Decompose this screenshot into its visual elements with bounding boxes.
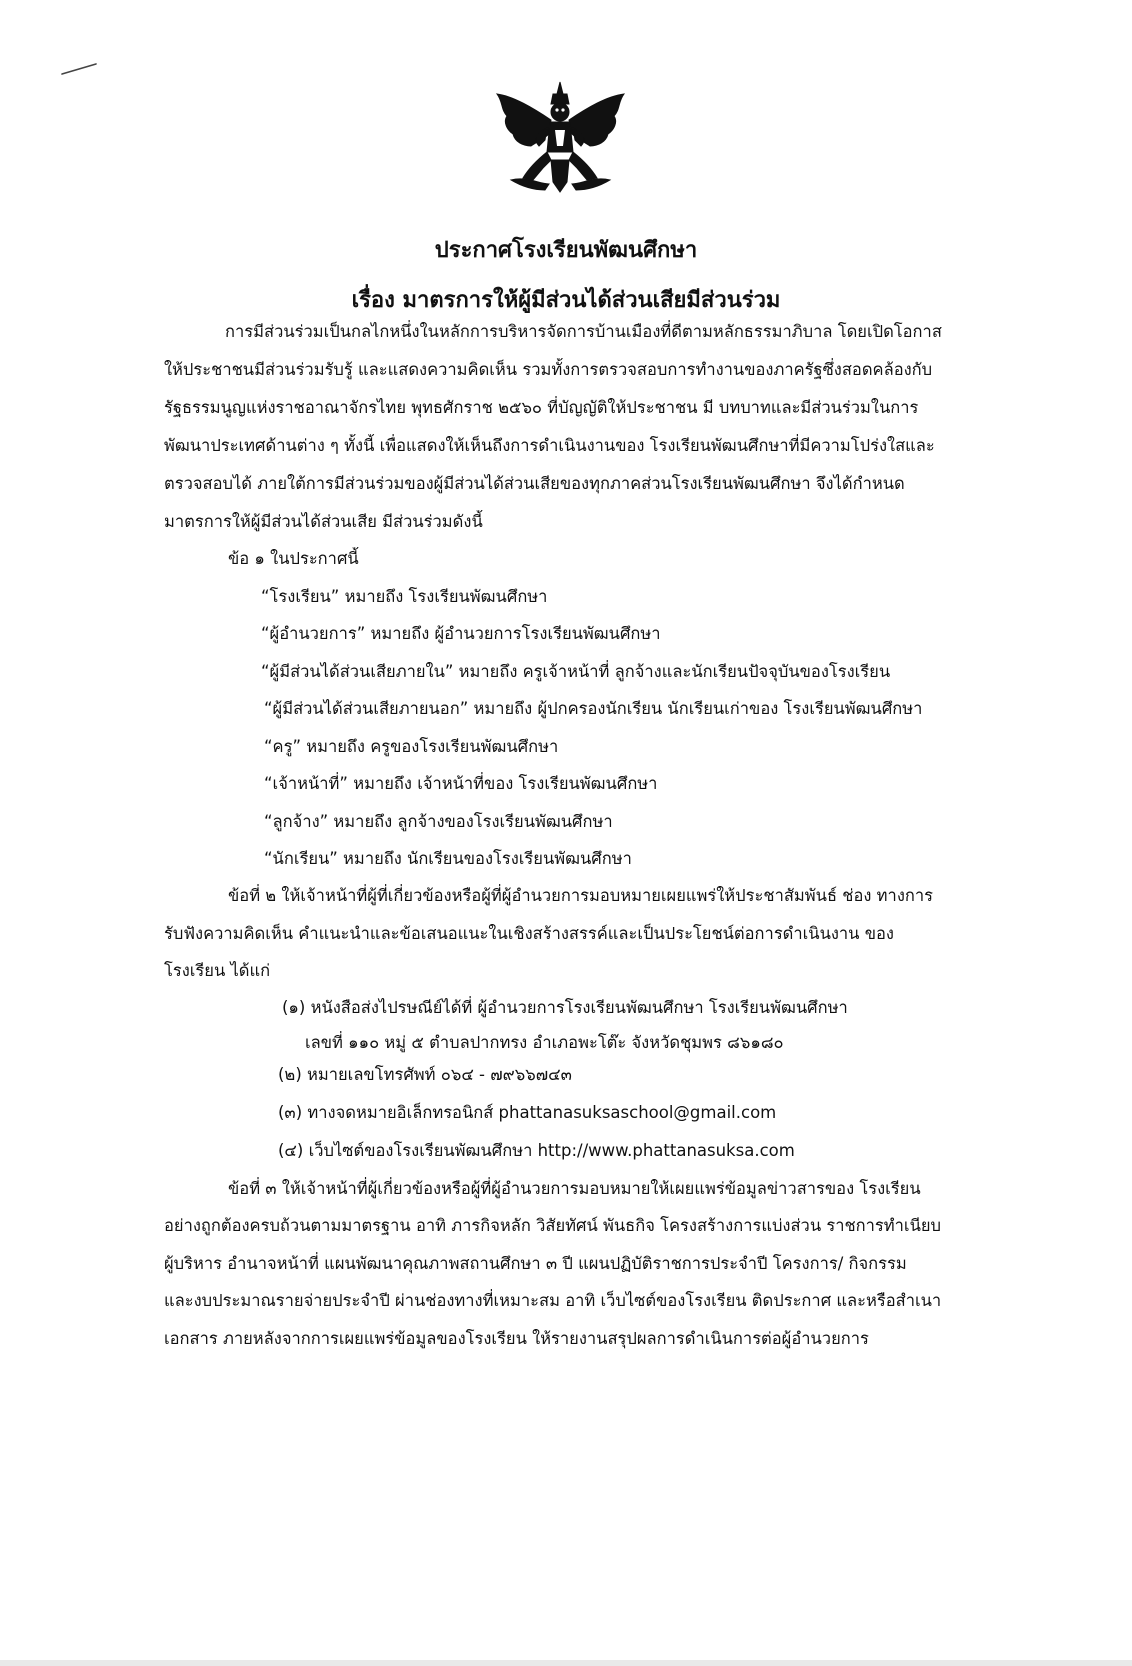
clause3-line: ข้อที่ ๓ ให้เจ้าหน้าที่ผู้เกี่ยวข้องหรือผู้ที่ผู้อำนวยการมอบหมายให้เผยแพร่ข้อมูลข่าวสารของ โรงเรียน xyxy=(228,1179,921,1198)
clause3-line: อย่างถูกต้องครบถ้วนตามมาตรฐาน อาทิ ภารกิจหลัก วิสัยทัศน์ พันธกิจ โครงสร้างการแบ่งส่วน ราชการทำเนียบ xyxy=(164,1216,941,1235)
intro-line: รัฐธรรมนูญแห่งราชอาณาจักรไทย พุทธศักราช ๒๕๖๐ ที่บัญญัติให้ประชาชน มี บทบาทและมีส่วนร่วมในการ xyxy=(164,398,919,417)
definition-item: “นักเรียน” หมายถึง นักเรียนของโรงเรียนพัฒนศึกษา xyxy=(264,849,632,868)
intro-line: พัฒนาประเทศด้านต่าง ๆ ทั้งนี้ เพื่อแสดงให้เห็นถึงการดำเนินงานของ โรงเรียนพัฒนศึกษาที่มีความโปร่งใสและ xyxy=(164,436,935,455)
clause1-heading: ข้อ ๑ ในประกาศนี้ xyxy=(228,549,359,568)
announcement-subject: เรื่อง มาตรการให้ผู้มีส่วนได้ส่วนเสียมีส่วนร่วม xyxy=(351,288,781,313)
intro-line: ตรวจสอบได้ ภายใต้การมีส่วนร่วมของผู้มีส่วนได้ส่วนเสียของทุกภาคส่วนโรงเรียนพัฒนศึกษา จึงได้กำหนด xyxy=(164,474,905,493)
definition-item: “ผู้มีส่วนได้ส่วนเสียภายใน” หมายถึง ครูเจ้าหน้าที่ ลูกจ้างและนักเรียนปัจจุบันของโรงเรียน xyxy=(261,662,891,681)
definition-item: “ผู้อำนวยการ” หมายถึง ผู้อำนวยการโรงเรียนพัฒนศึกษา xyxy=(261,624,661,643)
contact-channel-address: เลขที่ ๑๑๐ หมู่ ๕ ตำบลปากทรง อำเภอพะโต๊ะ จังหวัดชุมพร ๘๖๑๘๐ xyxy=(305,1033,784,1052)
garuda-emblem-icon xyxy=(493,80,628,195)
definition-item: “เจ้าหน้าที่” หมายถึง เจ้าหน้าที่ของ โรงเรียนพัฒนศึกษา xyxy=(264,774,658,793)
clause2-line: โรงเรียน ได้แก่ xyxy=(164,961,271,980)
clause2-line: รับฟังความคิดเห็น คำแนะนำและข้อเสนอแนะในเชิงสร้างสรรค์และเป็นประโยชน์ต่อการดำเนินงาน ของ xyxy=(164,924,894,943)
contact-channel-mail: (๑) หนังสือส่งไปรษณีย์ได้ที่ ผู้อำนวยการโรงเรียนพัฒนศึกษา โรงเรียนพัฒนศึกษา xyxy=(282,998,848,1017)
definition-item: “ผู้มีส่วนได้ส่วนเสียภายนอก” หมายถึง ผู้ปกครองนักเรียน นักเรียนเก่าของ โรงเรียนพัฒนศึกษา xyxy=(264,699,923,718)
intro-line: มาตรการให้ผู้มีส่วนได้ส่วนเสีย มีส่วนร่วมดังนี้ xyxy=(164,512,483,531)
intro-line: การมีส่วนร่วมเป็นกลไกหนึ่งในหลักการบริหารจัดการบ้านเมืองที่ดีตามหลักธรรมาภิบาล โดยเปิดโอกาส xyxy=(225,322,942,341)
scan-edge-shadow xyxy=(0,1660,1132,1666)
clause3-line: เอกสาร ภายหลังจากการเผยแพร่ข้อมูลของโรงเรียน ให้รายงานสรุปผลการดำเนินการต่อผู้อำนวยการ xyxy=(164,1329,869,1348)
clause2-line: ข้อที่ ๒ ให้เจ้าหน้าที่ผู้ที่เกี่ยวข้องหรือผู้ที่ผู้อำนวยการมอบหมายเผยแพร่ให้ประชาสัมพันธ์ ช่อง ทางการ xyxy=(228,886,933,905)
contact-channel-email: (๓) ทางจดหมายอิเล็กทรอนิกส์ phattanasuksaschool@gmail.com xyxy=(278,1103,777,1122)
definition-item: “โรงเรียน” หมายถึง โรงเรียนพัฒนศึกษา xyxy=(261,587,548,606)
definition-item: “ครู” หมายถึง ครูของโรงเรียนพัฒนศึกษา xyxy=(264,737,559,756)
clause3-line: ผู้บริหาร อำนาจหน้าที่ แผนพัฒนาคุณภาพสถานศึกษา ๓ ปี แผนปฏิบัติราชการประจำปี โครงการ/ กิจกรรม xyxy=(164,1254,907,1273)
intro-line: ให้ประชาชนมีส่วนร่วมรับรู้ และแสดงความคิดเห็น รวมทั้งการตรวจสอบการทำงานของภาครัฐซึ่งสอดคล้องกับ xyxy=(164,360,933,379)
definition-item: “ลูกจ้าง” หมายถึง ลูกจ้างของโรงเรียนพัฒนศึกษา xyxy=(264,812,613,831)
pen-stroke-mark xyxy=(60,60,100,80)
contact-channel-phone: (๒) หมายเลขโทรศัพท์ ๐๖๔ - ๗๙๖๖๗๔๓ xyxy=(278,1065,572,1084)
clause3-line: และงบประมาณรายจ่ายประจำปี ผ่านช่องทางที่เหมาะสม อาทิ เว็บไซต์ของโรงเรียน ติดประกาศ และหรือสำเนา xyxy=(164,1291,942,1310)
announcement-title: ประกาศโรงเรียนพัฒนศึกษา xyxy=(434,238,698,263)
contact-channel-website: (๔) เว็บไซต์ของโรงเรียนพัฒนศึกษา http://www.phattanasuksa.com xyxy=(278,1141,795,1160)
